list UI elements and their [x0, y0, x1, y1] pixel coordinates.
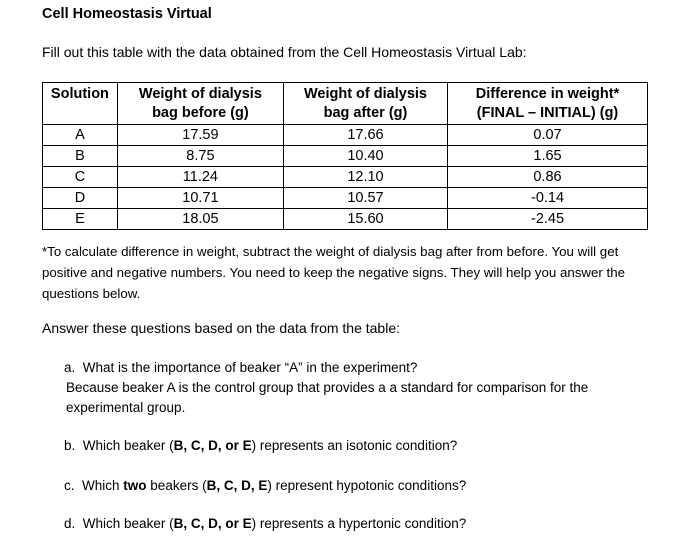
header-weight-after: Weight of dialysis bag after (g)	[283, 83, 447, 125]
question-c: c. Which two beakers (B, C, D, E) represent hypotonic conditions?	[64, 478, 467, 493]
cell-solution: A	[43, 125, 118, 146]
header-solution: Solution	[43, 83, 118, 125]
header-difference: Difference in weight* (FINAL – INITIAL) (g)	[448, 83, 648, 125]
cell-after: 10.40	[283, 146, 447, 167]
cell-before: 18.05	[117, 209, 283, 230]
cell-difference: -2.45	[448, 209, 648, 230]
cell-before: 8.75	[117, 146, 283, 167]
cell-before: 10.71	[117, 188, 283, 209]
table-row	[43, 125, 648, 146]
table-row	[43, 209, 648, 230]
cell-difference: -0.14	[448, 188, 648, 209]
cell-difference: 0.07	[448, 125, 648, 146]
cell-solution: C	[43, 167, 118, 188]
cell-solution: D	[43, 188, 118, 209]
cell-after: 15.60	[283, 209, 447, 230]
question-a-text: What is the importance of beaker “A” in the experiment?	[82, 360, 418, 375]
table-row	[43, 188, 648, 209]
questions-intro: Answer these questions based on the data from the table:	[42, 320, 401, 336]
cell-after: 10.57	[283, 188, 447, 209]
question-d: d. Which beaker (B, C, D, or E) represents a hypertonic condition?	[64, 516, 467, 531]
cell-after: 12.10	[283, 167, 447, 188]
cell-solution: E	[43, 209, 118, 230]
cell-before: 17.59	[117, 125, 283, 146]
cell-after: 17.66	[283, 125, 447, 146]
cell-difference: 1.65	[448, 146, 648, 167]
cell-before: 11.24	[117, 167, 283, 188]
cell-solution: B	[43, 146, 118, 167]
header-weight-before: Weight of dialysis bag before (g)	[117, 83, 283, 125]
table-footnote: *To calculate difference in weight, subtract the weight of dialysis bag after from before. You will get positive and negative numbers. You need to keep the negative signs. They will help you answer the questions below.	[42, 244, 625, 301]
table-row	[43, 167, 648, 188]
intro-text: Fill out this table with the data obtained from the Cell Homeostasis Virtual Lab:	[42, 44, 527, 60]
question-a: a. What is the importance of beaker “A” in the experiment? Because beaker A is the control group that provides a a standard for comparison for the experimental group.	[64, 358, 654, 418]
page-title: Cell Homeostasis Virtual	[42, 6, 212, 22]
table-row	[43, 146, 648, 167]
data-table	[42, 82, 648, 230]
question-b: b. Which beaker (B, C, D, or E) represents an isotonic condition?	[64, 438, 458, 453]
cell-difference: 0.86	[448, 167, 648, 188]
table-header-row	[43, 83, 648, 125]
question-a-answer: Because beaker A is the control group that provides a a standard for comparison for the experimental group.	[66, 380, 589, 415]
